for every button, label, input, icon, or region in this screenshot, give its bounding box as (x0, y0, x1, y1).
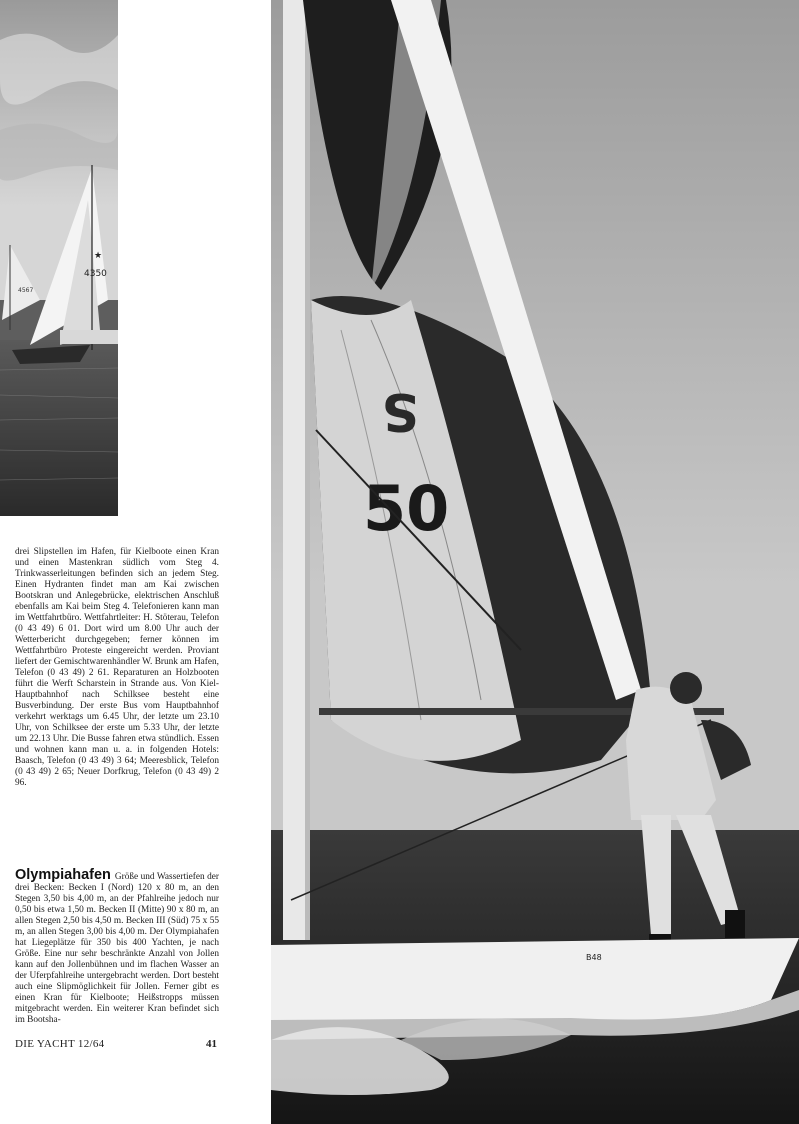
hull-number: B48 (586, 953, 602, 962)
spinnaker-number: 50 (363, 472, 450, 545)
photo-sailboats-left (0, 0, 118, 516)
svg-text:★: ★ (94, 251, 103, 261)
sail-number-large: 4350 (84, 269, 107, 279)
photo-spinnaker-yacht (271, 0, 799, 1124)
body-paragraph-1: drei Slipstellen im Hafen, für Kielboote einen Kran und einen Mastenkran südlich vom Steg 4. Trinkwasserleitungen befinden sich an jedem Steg. Einen Hydranten findet man am Kai zwischen Bootskran und Anlegebrücke, elektrischen Anschluß ebenfalls am Kai beim Steg 4. Telefonieren kann man im Wettfahrtbüro. Wettfahrtleiter: H. Stöterau, Telefon (0 43 49) 6 01. Dort wird um 8.00 Uhr auch der Wetterbericht durchgegeben; ferner können im Wettfahrtbüro Proteste eingereicht werden. Proviant liefert der Gemischtwarenhändler W. Brunk am Hafen, Telefon (0 43 49) 2 61. Reparaturen an Holzbooten führt die Werft Scharstein in Strande aus. Von Kiel-Hauptbahnhof nach Schilksee besteht eine Busverbindung. Der erste Bus vom Hauptbahnhof verkehrt werktags um 6.45 Uhr, der letzte um 23.10 Uhr, von Schilksee der erste um 5.33 Uhr, der letzte um 22.13 Uhr. Die Busse fahren etwa stündlich. Essen und wohnen kann man u. a. in folgenden Hotels: Baasch, Telefon (0 43 49) 3 64; Meeresblick, Telefon (0 43 49) 2 65; Neuer Dorfkrug, Telefon (0 43 49) 2 96. (15, 547, 219, 788)
section-heading: Olympiahafen (15, 867, 111, 883)
page-number: 41 (206, 1038, 217, 1050)
section-body: Größe und Wassertiefen der drei Becken: Becken I (Nord) 120 x 80 m, an den Stegen 3,50 bis 4,00 m, an der Pfahlreihe jedoch nur 0,50 bis etwa 1,50 m. Becken II (Mitte) 90 x 80 m, an allen Stegen 2,50 bis 4,50 m. Becken III (Süd) 75 x 55 m, an allen Stegen 3,00 bis 4,00 m. Der Olympiahafen hat Liegeplätze für 350 bis 400 Yachten, je nach Größe. Eine nur sehr beschränkte Anzahl von Jollen kann auf den Jollenbühnen und im flachen Wasser an der Uferpfahlreihe untergebracht werden. Dort besteht auch eine Slipmöglichkeit für Jollen. Ferner gibt es einen Kran für Kielboote; Heißstropps müssen mitgebracht werden. Ein weiterer Kran befindet sich im Bootsha- (15, 872, 219, 1025)
spinnaker-letter: S (381, 381, 419, 441)
section-olympiahafen (15, 868, 219, 1026)
magazine-name: DIE YACHT 12/64 (15, 1038, 105, 1050)
sail-number-small: 4567 (18, 287, 34, 294)
